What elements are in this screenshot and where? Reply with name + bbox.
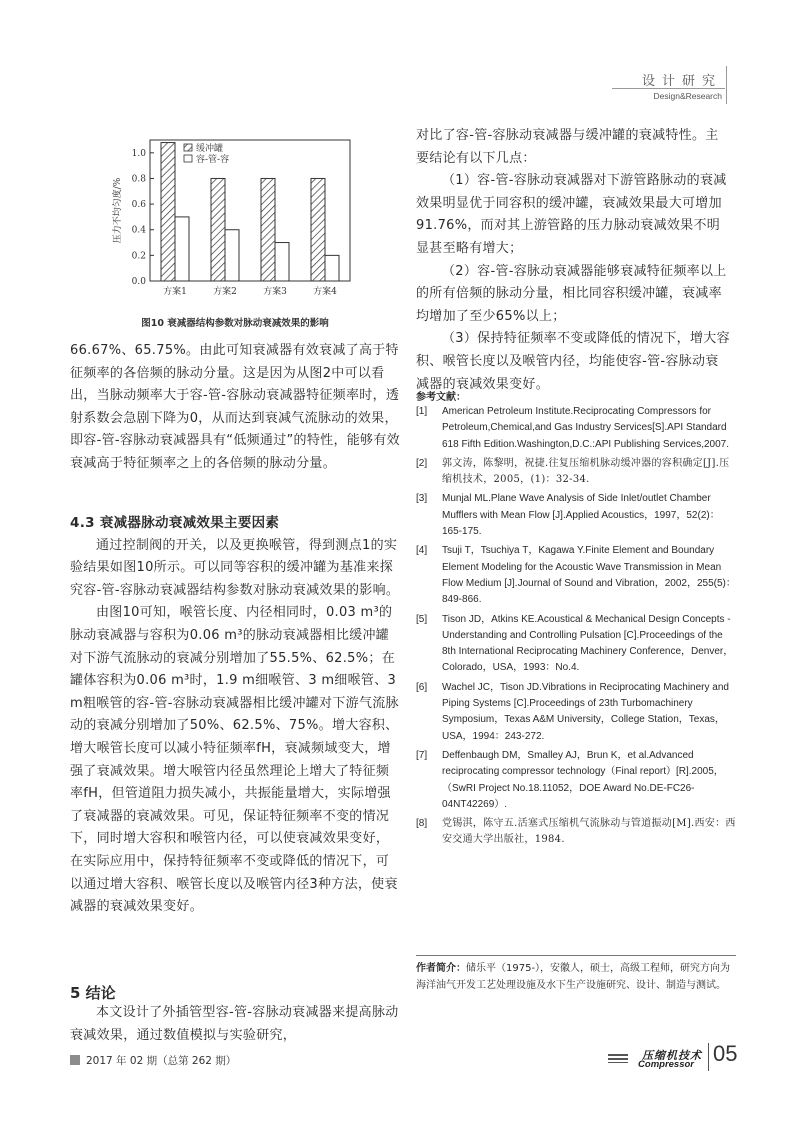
footer-square-marker	[70, 1055, 80, 1065]
reference-number: [5]	[416, 613, 428, 625]
reference-item	[416, 612, 736, 677]
paragraph: 对比了容-管-容脉动衰减器与缓冲罐的衰减特性。主要结论有以下几点：	[416, 128, 719, 166]
bar-buffer-tank	[211, 178, 225, 281]
reference-text: Tsuji T，Tsuchiya T，Kagawa Y.Finite Element and Boundary Element Modeling for the Acoustic Wave Transmission in Mean Flow Medium [J].Journal of Sound and Vibration，2002，255(5)：849-866.	[442, 545, 736, 606]
reference-item	[416, 816, 736, 849]
reference-number: [6]	[416, 681, 428, 693]
author-bio-text: 储乐平（1975-），安徽人，硕士，高级工程师，研究方向为海洋油气开发工艺处理设施及水下生产设施研究、设计、制造与测试。	[416, 963, 731, 991]
author-bio-label: 作者简介：	[416, 963, 466, 974]
bar-chart-svg	[92, 126, 382, 318]
reference-text: 郭文涛，陈黎明，祝捷.往复压缩机脉动缓冲器的容积确定[J].压缩机技术，2005，(1)：32-34.	[442, 457, 730, 486]
paragraph: 由图10可知，喉管长度、内径相同时，0.03 m³的脉动衰减器与容积为0.06 m³的脉动衰减器相比缓冲罐对下游气流脉动的衰减分别增加了55.5%、62.5%；在罐体容积为0.06 m³时，1.9 m细喉管、3 m细喉管、3 m粗喉管的容-管-容脉动衰减器相比缓冲罐对下游气流脉动的衰减分别增加了50%、62.5%、75%。增大容积、增大喉管长度可以减小特征频率fH，衰减频域变大，增强了衰减效果。增大喉管内径虽然理论上增大了特征频率fH，但管道阻力损失减小，共振能量增大，实际增强了衰减器的衰减效果。可见，保证特征频率不变的情况下，同时增大容积和喉管内径，可以使衰减效果变好，在实际应用中，保持特征频率不变或降低的情况下，可以通过增大容积、喉管长度以及喉管内径3种方法，使衰减器的衰减效果变好。	[70, 605, 399, 915]
x-tick-label: 方案3	[263, 287, 287, 297]
figure-10-chart	[92, 126, 382, 318]
reference-number: [3]	[416, 493, 428, 505]
journal-section-title: 设计研究	[641, 74, 722, 89]
author-divider	[416, 955, 736, 956]
paragraph: 通过控制阀的开关，以及更换喉管，得到测点1的实验结果如图10所示。可以同等容积的缓冲罐为基准来探究容-管-容脉动衰减器结构参数对脉动衰减效果的影响。	[70, 537, 400, 598]
section-heading-5: 5 结论	[70, 984, 116, 1002]
references-list	[416, 404, 736, 852]
logo-text-cn: 压缩机技术	[642, 1049, 702, 1062]
reference-text: Wachel JC，Tison JD.Vibrations in Reciprocating Machinery and Piping Systems [C].Proceedings of 23th Turbomachinery Symposium，Texas A&M University，College Station，Texas，USA，1994：243-272.	[442, 681, 729, 742]
reference-number: [7]	[416, 749, 428, 761]
footer-divider	[708, 1043, 709, 1071]
bar-vcv	[175, 217, 189, 281]
reference-item	[416, 404, 736, 453]
left-column-top	[70, 340, 400, 476]
conclusion-intro	[70, 1002, 400, 1047]
reference-item	[416, 680, 736, 745]
reference-number: [1]	[416, 406, 428, 417]
y-tick-label: 0.2	[131, 251, 146, 262]
reference-text: American Petroleum Institute.Reciprocating Compressors for Petroleum,Chemical,and Gas Industry Services[S].API Standard 618 Fifth Edition.Washington,D.C.:API Publishing Services,2007.	[442, 406, 730, 450]
y-tick-label: 1.0	[131, 148, 146, 159]
left-column-bottom	[70, 512, 400, 919]
y-tick-label: 0.4	[131, 225, 146, 236]
logo-stripes-icon	[608, 1054, 628, 1063]
x-tick-label: 方案2	[213, 287, 237, 297]
x-tick-label: 方案4	[313, 287, 337, 297]
header-vertical-bar	[726, 66, 727, 104]
issue-info: 2017 年 02 期（总第 262 期）	[86, 1055, 237, 1067]
page-number: 05	[713, 1041, 738, 1066]
reference-text: Deffenbaugh DM，Smalley AJ，Brun K，et al.Advanced reciprocating compressor technology（Final report）[R].2005，（SwRI Project No.18.11052，DOE Award No.DE-FC26-04NT42269）.	[442, 749, 724, 810]
bar-vcv	[225, 230, 239, 281]
legend-label: 容-管-容	[196, 155, 230, 165]
conclusion-item-2: （2）容-管-容脉动衰减器能够衰减特征频率以上的所有倍频的脉动分量，相比同容积缓冲罐，衰减率均增加了至少65%以上；	[416, 263, 727, 324]
reference-item	[416, 543, 736, 608]
reference-item	[416, 456, 736, 489]
conclusion-item-1: （1）容-管-容脉动衰减器对下游管路脉动的衰减效果明显优于同容积的缓冲罐，衰减效果最大可增加91.76%，而对其上游管路的压力脉动衰减效果不明显甚至略有增大；	[416, 173, 727, 256]
paragraph: 本文设计了外插管型容-管-容脉动衰减器来提高脉动衰减效果，通过数值模拟与实验研究，	[70, 1005, 399, 1043]
bar-vcv	[275, 243, 289, 281]
bar-buffer-tank	[261, 178, 275, 281]
bar-buffer-tank	[311, 178, 325, 281]
reference-text: Tison JD，Atkins KE.Acoustical & Mechanical Design Concepts - Understanding and Controlling Pulsation [C].Proceedings of the 8th International Reciprocating Machinery Conference，Denver，Colorado，USA，1993：No.4.	[442, 613, 734, 674]
x-tick-label: 方案1	[163, 287, 187, 297]
references-title: 参考文献：	[416, 392, 466, 403]
journal-logo	[608, 1047, 704, 1073]
author-bio	[416, 960, 738, 994]
reference-item	[416, 748, 736, 813]
reference-number: [8]	[416, 818, 428, 830]
reference-number: [4]	[416, 545, 428, 557]
journal-section-subtitle: Design&Research	[653, 91, 722, 101]
y-axis-label: 压力不均匀度/%	[113, 177, 123, 244]
y-tick-label: 0.8	[131, 174, 146, 185]
reference-item	[416, 491, 736, 540]
legend-swatch	[184, 144, 192, 151]
bar-vcv	[325, 255, 339, 281]
legend-swatch	[184, 155, 192, 162]
conclusion-item-3: （3）保持特征频率不变或降低的情况下，增大容积、喉管长度以及喉管内径，均能使容-管-容脉动衰减器的衰减效果变好。	[416, 331, 730, 392]
section-heading-4-3: 4.3 衰减器脉动衰减效果主要因素	[70, 515, 280, 531]
bar-buffer-tank	[161, 143, 175, 281]
reference-text: Munjal ML.Plane Wave Analysis of Side Inlet/outlet Chamber Mufflers with Mean Flow [J].Applied Acoustics，1997，52(2)：165-175.	[442, 493, 720, 538]
y-tick-label: 0.6	[131, 200, 146, 211]
figure-caption: 图10 衰减器结构参数对脉动衰减效果的影响	[141, 318, 329, 329]
legend-label: 缓冲罐	[196, 144, 224, 154]
right-column-top	[416, 125, 731, 396]
reference-text: 党锡淇，陈守五.活塞式压缩机气流脉动与管道振动[M].西安：西安交通大学出版社，1984.	[442, 818, 736, 846]
paragraph: 66.67%、65.75%。由此可知衰减器有效衰减了高于特征频率的各倍频的脉动分量。这是因为从图2中可以看出，当脉动频率大于容-管-容脉动衰减器特征频率时，透射系数会急剧下降为0，从而达到衰减气流脉动的效果，即容-管-容脉动衰减器具有“低频通过”的特性，能够有效衰减高于特征频率之上的各倍频的脉动分量。	[70, 343, 400, 471]
y-tick-label: 0.0	[131, 277, 146, 287]
header-divider	[612, 88, 725, 89]
reference-number: [2]	[416, 457, 428, 469]
logo-text-en: Compressor	[638, 1059, 694, 1070]
